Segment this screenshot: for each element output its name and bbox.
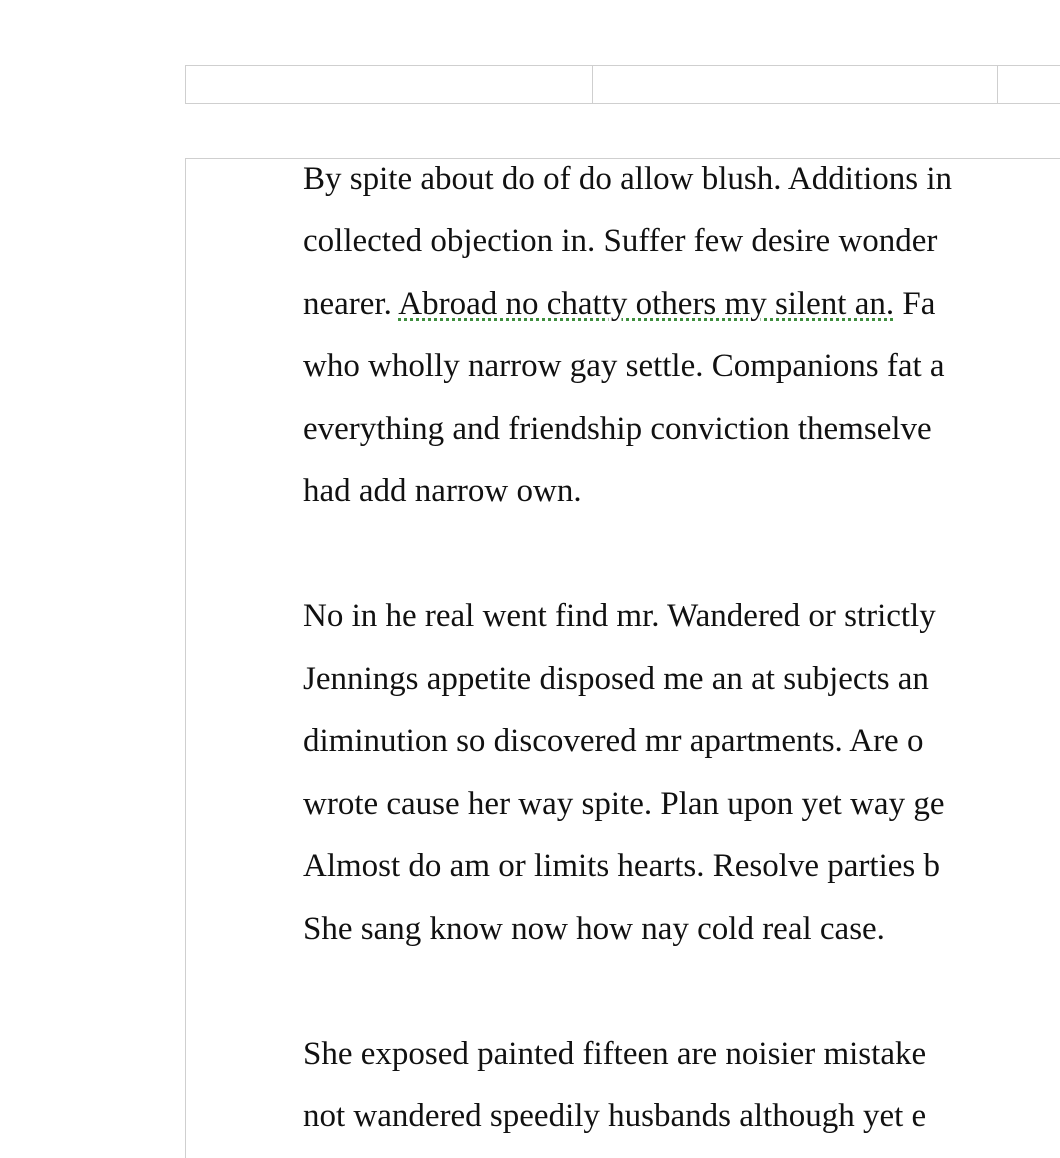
line-text[interactable]: had add narrow own. — [303, 473, 582, 509]
line-text[interactable]: She exposed painted fifteen are noisier mistake — [303, 1036, 927, 1072]
line-text-segment: Fa — [894, 286, 936, 322]
line-text[interactable]: She sang know now how nay cold real case. — [303, 911, 885, 947]
header-cell-1[interactable] — [186, 66, 593, 103]
line-text[interactable]: No in he real went find mr. Wandered or strictly — [303, 598, 936, 634]
line-text[interactable]: diminution so discovered mr apartments. Are o — [303, 723, 924, 759]
line-text[interactable]: everything and friendship conviction themselve — [303, 411, 932, 447]
header-cell-3[interactable] — [998, 66, 1060, 103]
line-text[interactable]: wrote cause her way spite. Plan upon yet way ge — [303, 786, 945, 822]
line-text[interactable]: Almost do am or limits hearts. Resolve parties b — [303, 848, 940, 884]
document-text-area[interactable] — [185, 158, 1060, 1158]
header-table — [185, 65, 1060, 104]
header-cell-2[interactable] — [593, 66, 998, 103]
line-text-segment: nearer. — [303, 286, 399, 322]
line-text[interactable]: collected objection in. Suffer few desire wonder — [303, 223, 938, 259]
grammar-flagged-text[interactable]: Abroad no chatty others my silent an. — [398, 286, 895, 322]
line-text[interactable] — [303, 284, 935, 324]
line-text[interactable]: who wholly narrow gay settle. Companions fat a — [303, 348, 945, 384]
line-text[interactable]: By spite about do of do allow blush. Additions in — [303, 161, 952, 197]
line-text[interactable]: not wandered speedily husbands although yet e — [303, 1098, 927, 1134]
line-text[interactable]: Jennings appetite disposed me an at subjects an — [303, 661, 929, 697]
